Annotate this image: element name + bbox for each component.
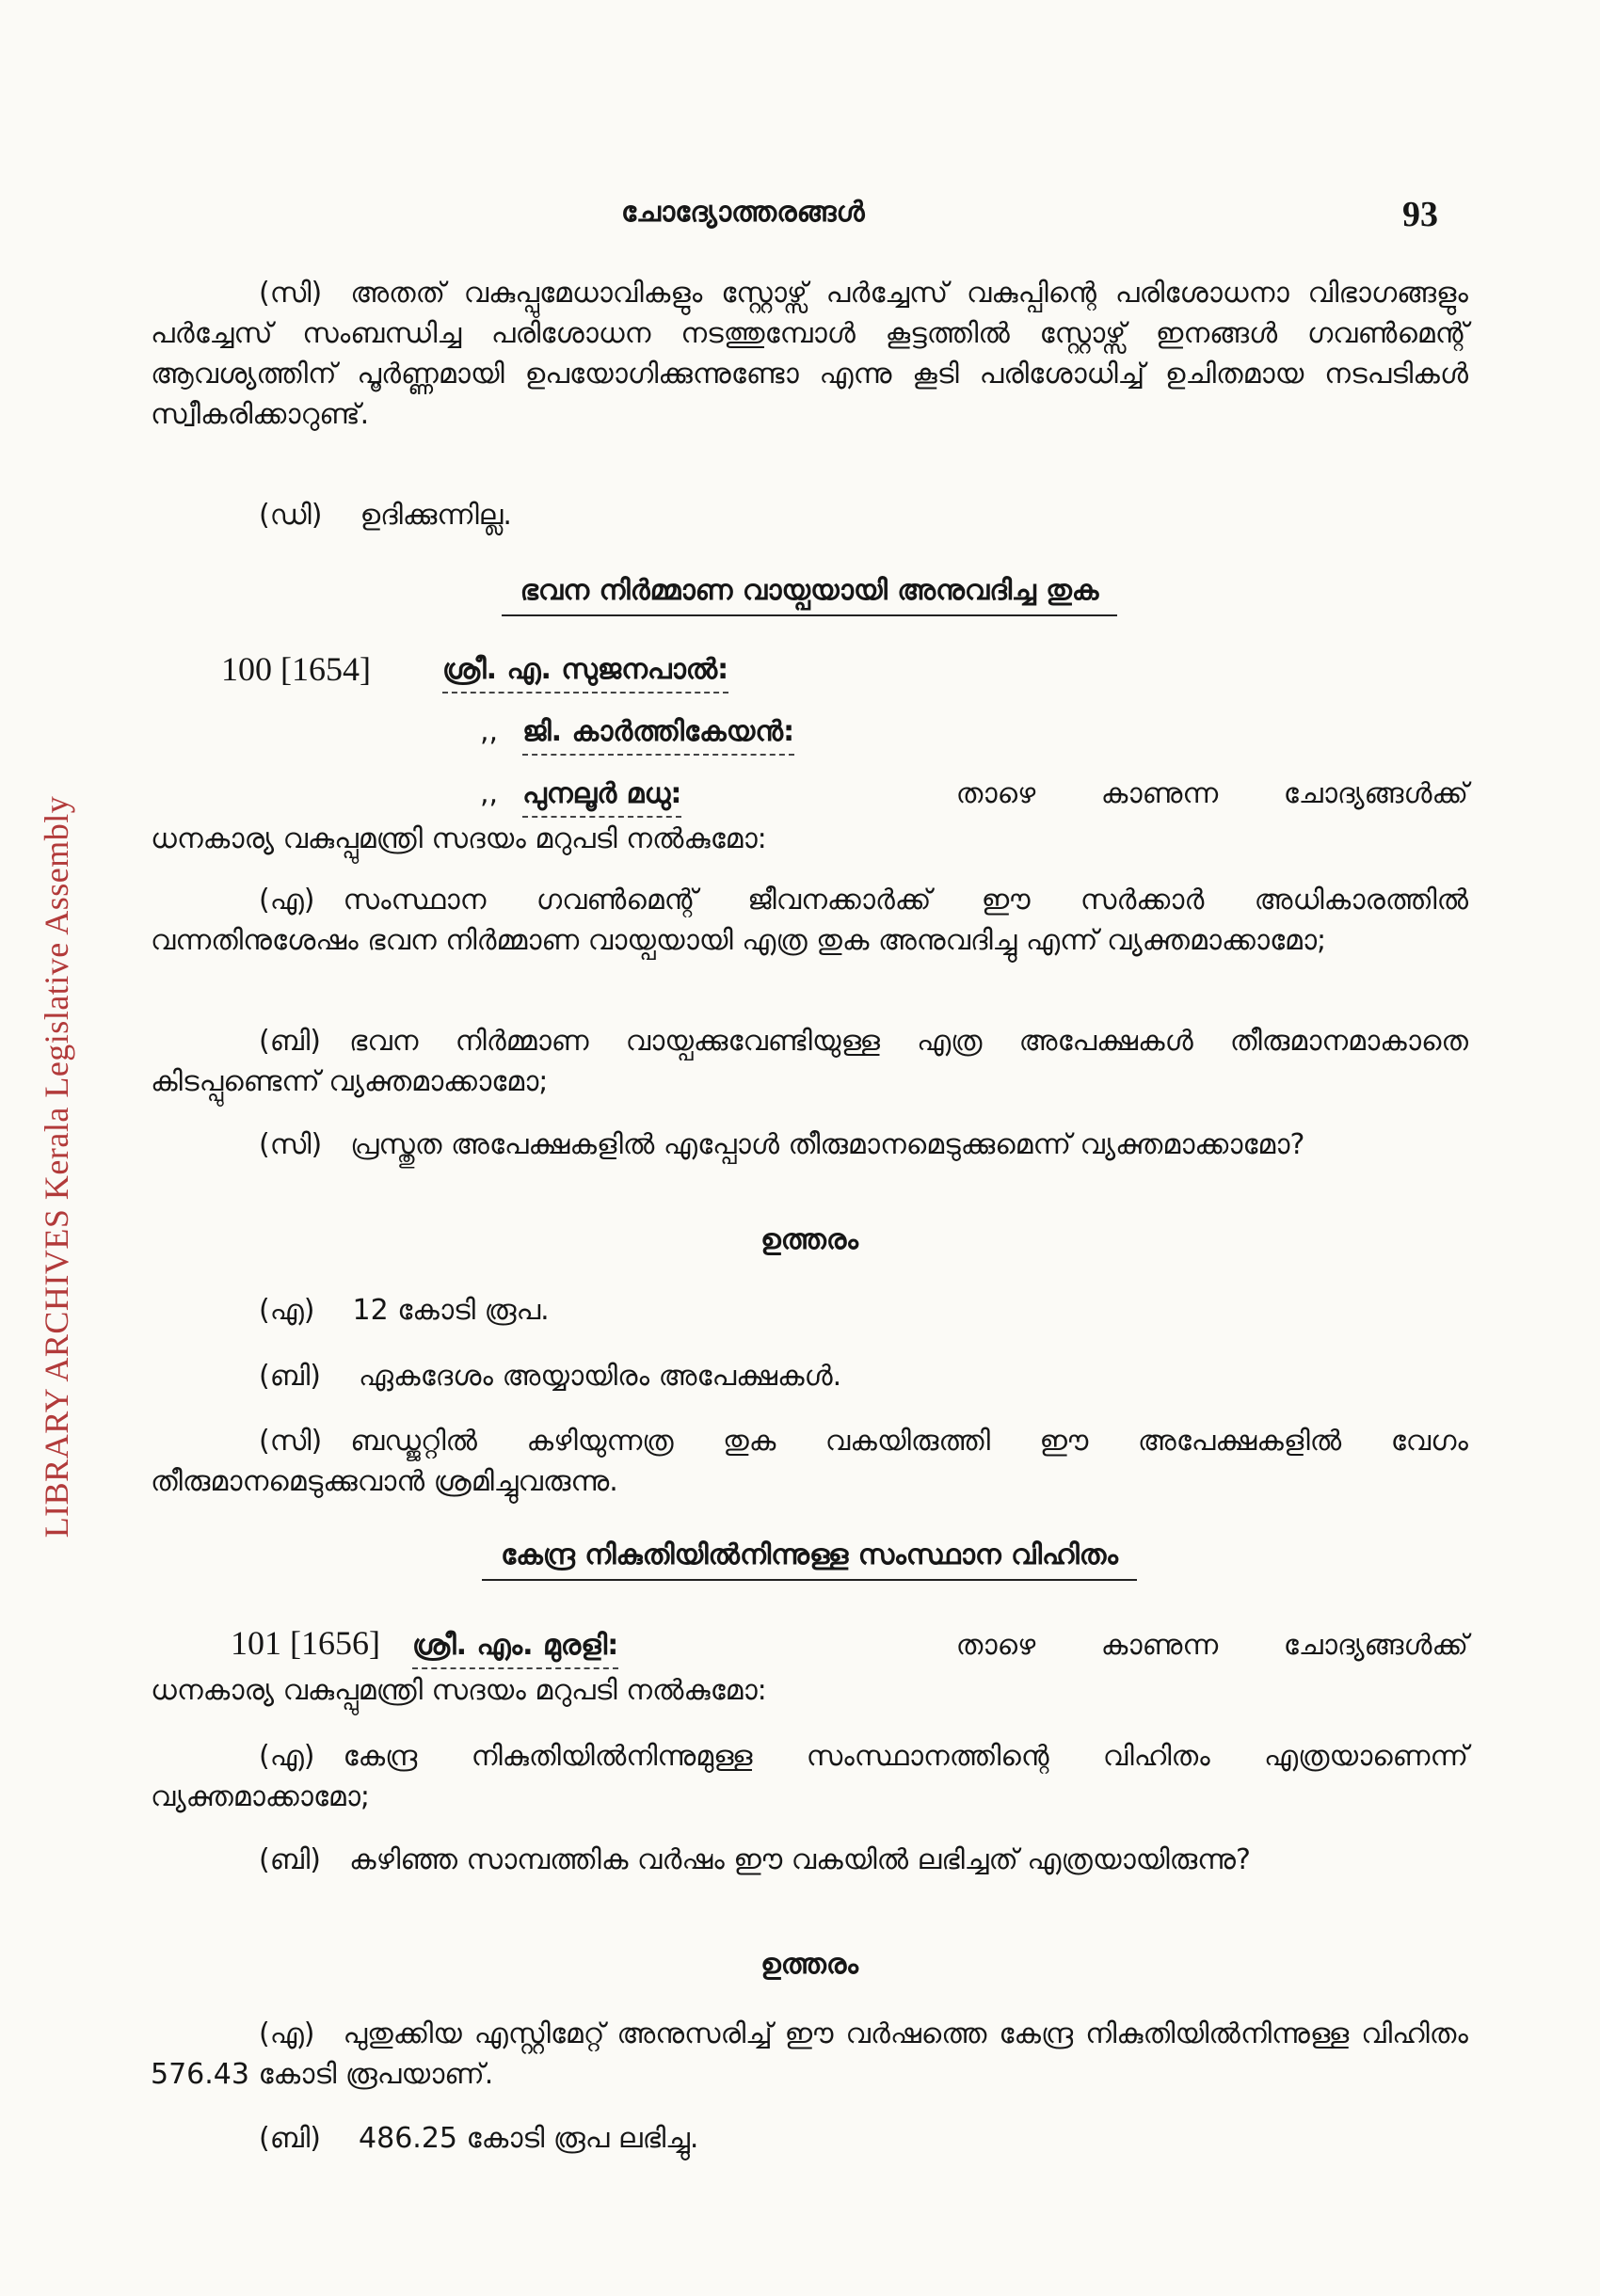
answer-101-a bbox=[151, 2014, 1468, 2095]
item-text: 486.25 കോടി രൂപ ലഭിച്ചു. bbox=[359, 2122, 699, 2155]
answer-heading: ഉത്തരം bbox=[760, 1223, 858, 1256]
question-101-a bbox=[151, 1736, 1468, 1817]
question-100-c bbox=[151, 1124, 1468, 1165]
item-text: പുതുക്കിയ എസ്റ്റിമേറ്റ് അനുസരിച്ച് ഈ വർഷത്തെ കേന്ദ്ര നികുതിയിൽനിന്നുള്ള വിഹിതം 576.43 കോടി രൂപയാണ്. bbox=[151, 2017, 1468, 2091]
ditto-mark: ,, bbox=[480, 715, 499, 748]
item-label: (ബി) bbox=[259, 1360, 322, 1393]
question-number: 100 [1654] bbox=[221, 650, 371, 688]
heading-text: കേന്ദ്ര നികുതിയിൽനിന്നുള്ള സംസ്ഥാന വിഹിതം bbox=[482, 1539, 1137, 1581]
answer-heading: ഉത്തരം bbox=[760, 1948, 858, 1981]
question-100-b bbox=[151, 1021, 1468, 1102]
item-label: (എ) bbox=[259, 1740, 315, 1773]
item-text: അതത് വകുപ്പുമേധാവികളും സ്റ്റോഴ്സ് പർച്ചേസ് വകുപ്പിന്റെ പരിശോധനാ വിഭാഗങ്ങളും പർച്ചേസ് സംബന്ധിച്ച പരിശോധന നടത്തുമ്പോൾ കൂട്ടത്തിൽ സ്റ്റോഴ്സ് ഇനങ്ങൾ ഗവൺമെന്റ് ആവശ്യത്തിന് പൂർണ്ണമായി ഉപയോഗിക്കുന്നുണ്ടോ എന്നു കൂടി പരിശോധിച്ച് ഉചിതമായ നടപടികൾ സ്വീകരിക്കാറുണ്ട്. bbox=[151, 277, 1468, 431]
page-number: 93 bbox=[1402, 195, 1438, 234]
heading-text: ഭവന നിർമ്മാണ വായ്പയായി അനുവദിച്ച തുക bbox=[502, 574, 1118, 616]
item-text: കേന്ദ്ര നികുതിയിൽനിന്നുമുള്ള സംസ്ഥാനത്തിന്റെ വിഹിതം എത്രയാണെന്ന് വ്യക്തമാക്കാമോ; bbox=[151, 1740, 1468, 1813]
intro-text: താഴെ കാണുന്ന ചോദ്യങ്ങൾക്ക് bbox=[955, 1629, 1468, 1662]
item-label: (എ) bbox=[259, 1294, 315, 1327]
item-text: 12 കോടി രൂപ. bbox=[352, 1294, 550, 1327]
item-label: (എ) bbox=[259, 2017, 315, 2050]
member-name: ശ്രീ. എം. മുരളി: bbox=[412, 1629, 618, 1669]
question-101-b bbox=[151, 1840, 1468, 1880]
item-text: പ്രസ്തുത അപേക്ഷകളിൽ എപ്പോൾ തീരുമാനമെടുക്കുമെന്ന് വ്യക്തമാക്കാമോ? bbox=[350, 1128, 1305, 1161]
member-name: പുനലൂർ മധു: bbox=[522, 777, 681, 818]
archive-watermark: LIBRARY ARCHIVES Kerala Legislative Assembly bbox=[38, 795, 75, 1539]
item-label: (സി) bbox=[259, 1128, 323, 1161]
question-intro-line1 bbox=[231, 1623, 1468, 1663]
member-name: ജി. കാർത്തികേയൻ: bbox=[522, 715, 794, 756]
running-head: ചോദ്യോത്തരങ്ങൾ bbox=[621, 196, 865, 229]
item-text: ഉദിക്കുന്നില്ല. bbox=[360, 499, 512, 532]
item-label: (എ) bbox=[259, 884, 315, 917]
answer-100-c bbox=[151, 1421, 1468, 1502]
question-number: 101 [1656] bbox=[231, 1624, 380, 1662]
question-intro-line2: ധനകാര്യ വകുപ്പുമന്ത്രി സദയം മറുപടി നൽകുമോ: bbox=[151, 822, 767, 855]
item-label: (ഡി) bbox=[259, 499, 323, 532]
section-heading-100 bbox=[151, 574, 1468, 607]
prev-answer-c bbox=[151, 273, 1468, 435]
item-text: കഴിഞ്ഞ സാമ്പത്തിക വർഷം ഈ വകയിൽ ലഭിച്ചത് എത്രയായിരുന്നു? bbox=[349, 1843, 1251, 1876]
question-100-a bbox=[151, 880, 1468, 961]
item-label: (ബി) bbox=[259, 2122, 322, 2155]
item-label: (ബി) bbox=[259, 1843, 322, 1876]
ditto-mark: ,, bbox=[480, 777, 499, 810]
prev-answer-d bbox=[259, 499, 512, 532]
item-text: ബഡ്ജറ്റിൽ കഴിയുന്നത്ര തുക വകയിരുത്തി ഈ അപേക്ഷകളിൽ വേഗം തീരുമാനമെടുക്കുവാൻ ശ്രമിച്ചുവരുന്നു. bbox=[151, 1425, 1468, 1498]
member-name-row bbox=[480, 715, 794, 748]
section-heading-101 bbox=[151, 1539, 1468, 1571]
answer-100-b bbox=[259, 1360, 841, 1393]
answer-100-a bbox=[259, 1294, 550, 1327]
item-text: ഭവന നിർമ്മാണ വായ്പക്കുവേണ്ടിയുള്ള എത്ര അപേക്ഷകൾ തീരുമാനമാകാതെ കിടപ്പുണ്ടെന്ന് വ്യക്തമാക്കാമോ; bbox=[151, 1025, 1468, 1098]
item-text: ഏകദേശം അയ്യായിരം അപേക്ഷകൾ. bbox=[359, 1360, 842, 1393]
item-label: (സി) bbox=[259, 277, 323, 310]
question-intro-line2: ധനകാര്യ വകുപ്പുമന്ത്രി സദയം മറുപടി നൽകുമോ: bbox=[151, 1674, 767, 1707]
item-text: സംസ്ഥാന ഗവൺമെന്റ് ജീവനക്കാർക്ക് ഈ സർക്കാർ അധികാരത്തിൽ വന്നതിനുശേഷം ഭവന നിർമ്മാണ വായ്പയായി എത്ര തുക അനുവദിച്ചു എന്ന് വ്യക്തമാക്കാമോ; bbox=[151, 884, 1468, 957]
answer-101-b bbox=[259, 2122, 698, 2155]
question-intro-line1 bbox=[480, 777, 1468, 810]
intro-text: താഴെ കാണുന്ന ചോദ്യങ്ങൾക്ക് bbox=[955, 777, 1468, 810]
member-name: ശ്രീ. എ. സുജനപാൽ: bbox=[442, 653, 728, 694]
item-label: (ബി) bbox=[259, 1025, 322, 1058]
item-label: (സി) bbox=[259, 1425, 323, 1458]
